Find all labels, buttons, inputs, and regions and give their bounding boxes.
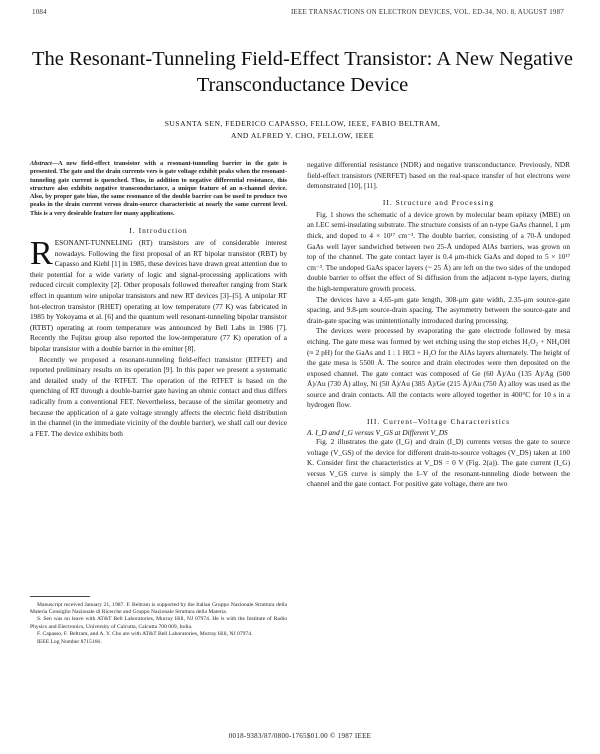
footnote-rule bbox=[30, 596, 90, 597]
running-head bbox=[32, 8, 564, 16]
intro-heading: I. Introduction bbox=[129, 226, 188, 236]
footnotes bbox=[30, 602, 287, 646]
page-number: 1084 bbox=[32, 8, 47, 16]
structure-heading: II. Structure and Processing bbox=[382, 197, 495, 207]
footnote-manuscript: Manuscript received January 21, 1987. F. Beltram is supported by the Italian Gruppo Nazionale Struttura della Materia Consiglio Nazionale di Ricerche and Gruppo Nazionale Struttura della Materia. bbox=[30, 602, 287, 616]
abstract-text: —A new field-effect transistor with a resonant-tunneling barrier in the gate is presented. The gate and the drain currents vers is gate voltage exhibit peaks when the resonant-tunneling gate current is quenched. Thus, in addition to negative differential resistance, this structure also exhibits negative transconductance, a unique feature of an n-channel device. Also, by proper gate bias, the same resonance of the double barrier can be used to produce two peaks in the drain current versus drain-source characteristic at nearly the same current level. This is a very desirable feature for many applications. bbox=[30, 160, 287, 217]
abstract bbox=[30, 160, 287, 218]
iv-heading: III. Current–Voltage Characteristics bbox=[366, 417, 511, 427]
copyright-line: 0018-9383/87/0800-1765$01.00 © 1987 IEEE bbox=[228, 732, 372, 740]
intro-paragraph-2: Recently we proposed a resonant-tunneling field-effect transistor (RTFET) and reported preliminary results on its operation [9]. In this paper we present a systematic and detailed study of the RTFET. The operation of the RTFET is based on the quenching of RT through a double-barrier gate having an ohmic contact and thus differs radically from a conventional FET. Nevertheless, because of the similar geometry and because the application of a gate voltage strongly affects the electric field distribution in the channel (in the immediate vicinity of the double barrier), we shall call our device a FET. The device exhibits both bbox=[30, 354, 287, 438]
intro-paragraph-1 bbox=[30, 235, 287, 355]
drop-cap: R bbox=[30, 235, 53, 273]
abstract-lead: Abstract bbox=[30, 160, 52, 167]
footnote-capasso: F. Capasso, F. Beltram, and A. Y. Cho are with AT&T Bell Laboratories, Murray Hill, NJ 07974. bbox=[37, 630, 253, 637]
journal-name: IEEE TRANSACTIONS ON ELECTRON DEVICES, VOL. ED-34, NO. 8, AUGUST 1987 bbox=[291, 8, 564, 16]
intro-paragraph-1-text: ESONANT-TUNNELING (RT) transistors are of considerable interest nowadays. Following the first proposal of an RT bipolar transistor (RBT) by Capasso and Kiehl [1] in 1985, these devices have drawn great attention due to their potential for a wide variety of logic and signal-processing applications with reduced circuit complexity [2]. Other proposals followed thereafter ranging from Stark effect in quantum wire unipolar transistors and new RT devices [3]–[5]. A unipolar RT hot-electron transistor (RHET) operating at low temperature (77 K) was fabricated in 1985 by Yokoyama et al. [6] and the quantum well resonant-tunneling bipolar transistor (RTBT) operating at room temperature was announced by Bell Labs in 1986 [7]. Recently the Fujitsu group also reported the low-temperature (77 K) operation of a bipolar transistor with a double barrier in the emitter [8]. bbox=[30, 238, 287, 354]
author-line-2: AND ALFRED Y. CHO, FELLOW, IEEE bbox=[230, 131, 375, 140]
paper-title: The Resonant-Tunneling Field-Effect Transistor: A New Negative Transconductance Device bbox=[32, 48, 573, 96]
right-column bbox=[307, 160, 570, 490]
left-column bbox=[30, 160, 287, 439]
iv-subheading: A. I_D and I_G versus V_GS at Different V_DS bbox=[307, 428, 448, 438]
footnote-sen: S. Sen was on leave with AT&T Bell Laboratories, Murray Hill, NJ 07974. He is with the Institute of Radio Physics and Electronics, University of Calcutta, Calcutta 700 009, India. bbox=[30, 616, 287, 630]
structure-paragraph-1: Fig. 1 shows the schematic of a device grown by molecular beam epitaxy (MBE) on an LEC semi-insulating substrate. The structure consists of an n-type GaAs channel, 1 μm thick, and doped to 4 × 10¹⁷ cm⁻³. The double barrier, consisting of a 70-Å undoped GaAs well layer sandwiched between two 25-Å undoped AlAs barriers, was grown on top of the channel. The gate contact layer is 0.4 μm-thick GaAs and doped to 5 × 10¹⁷ cm⁻³. The undoped GaAs spacer layers (~ 25 Å) are left on the two sides of the undoped double barrier to offset the effect of Si diffusion from the adjacent n-type layers, during the high-temperature growth process. bbox=[307, 209, 570, 293]
structure-paragraph-3: The devices were processed by evaporating the gate electrode followed by mesa etching. The gate mesa was formed by wet etching using the stop etches H₂O₂ + NH₄OH (≈ 2 pH) for the GaAs and 1 : 1 HCl + H₂O for the AlAs layers alternately. The height of the gate mesa is 5500 Å. The source and drain electrodes were then deposited on the exposed channel. The gate contact was composed of Ge (60 Å)/Au (135 Å)/Ag (500 Å)/Au (730 Å) alloy, Ni (50 Å)/Au (385 Å)/Ge (215 Å)/Au (750 Å) alloy was used as the source and drain contacts. All the contacts were alloyed together in 400°C for 10 s in a hydrogen flow. bbox=[307, 326, 570, 410]
right-paragraph-continuation: negative differential resistance (NDR) and negative transconductance. Previously, NDR field-effect transistors (NERFET) based on the real-space transfer of hot electrons were demonstrated [10], [11]. bbox=[307, 160, 570, 191]
author-list bbox=[60, 118, 545, 142]
structure-paragraph-2: The devices have a 4.65-μm gate length, 308-μm gate width, 2.35-μm source-gate spacing, and 9.8-μm source-drain spacing. The asymmetry between the source-gate and drain-gate spacing was unintentionally introduced during processing. bbox=[307, 294, 570, 325]
ieee-log-number: IEEE Log Number 8715166. bbox=[37, 639, 102, 646]
author-line-1: SUSANTA SEN, FEDERICO CAPASSO, FELLOW, IEEE, FABIO BELTRAM, bbox=[164, 119, 441, 128]
iv-paragraph-1: Fig. 2 illustrates the gate (I_G) and drain (I_D) currents versus the gate to source voltage (V_GS) of the device for different drain-to-source voltages (V_DS) taken at 100 K. Consider first the characteristics at V_DS = 0 V (Fig. 2(a)). The gate current (I_G) versus V_GS curve is simply the I–V of the resonant-tunneling diode between the channel and the gate contact. For positive gate voltage, there are two bbox=[307, 437, 570, 489]
